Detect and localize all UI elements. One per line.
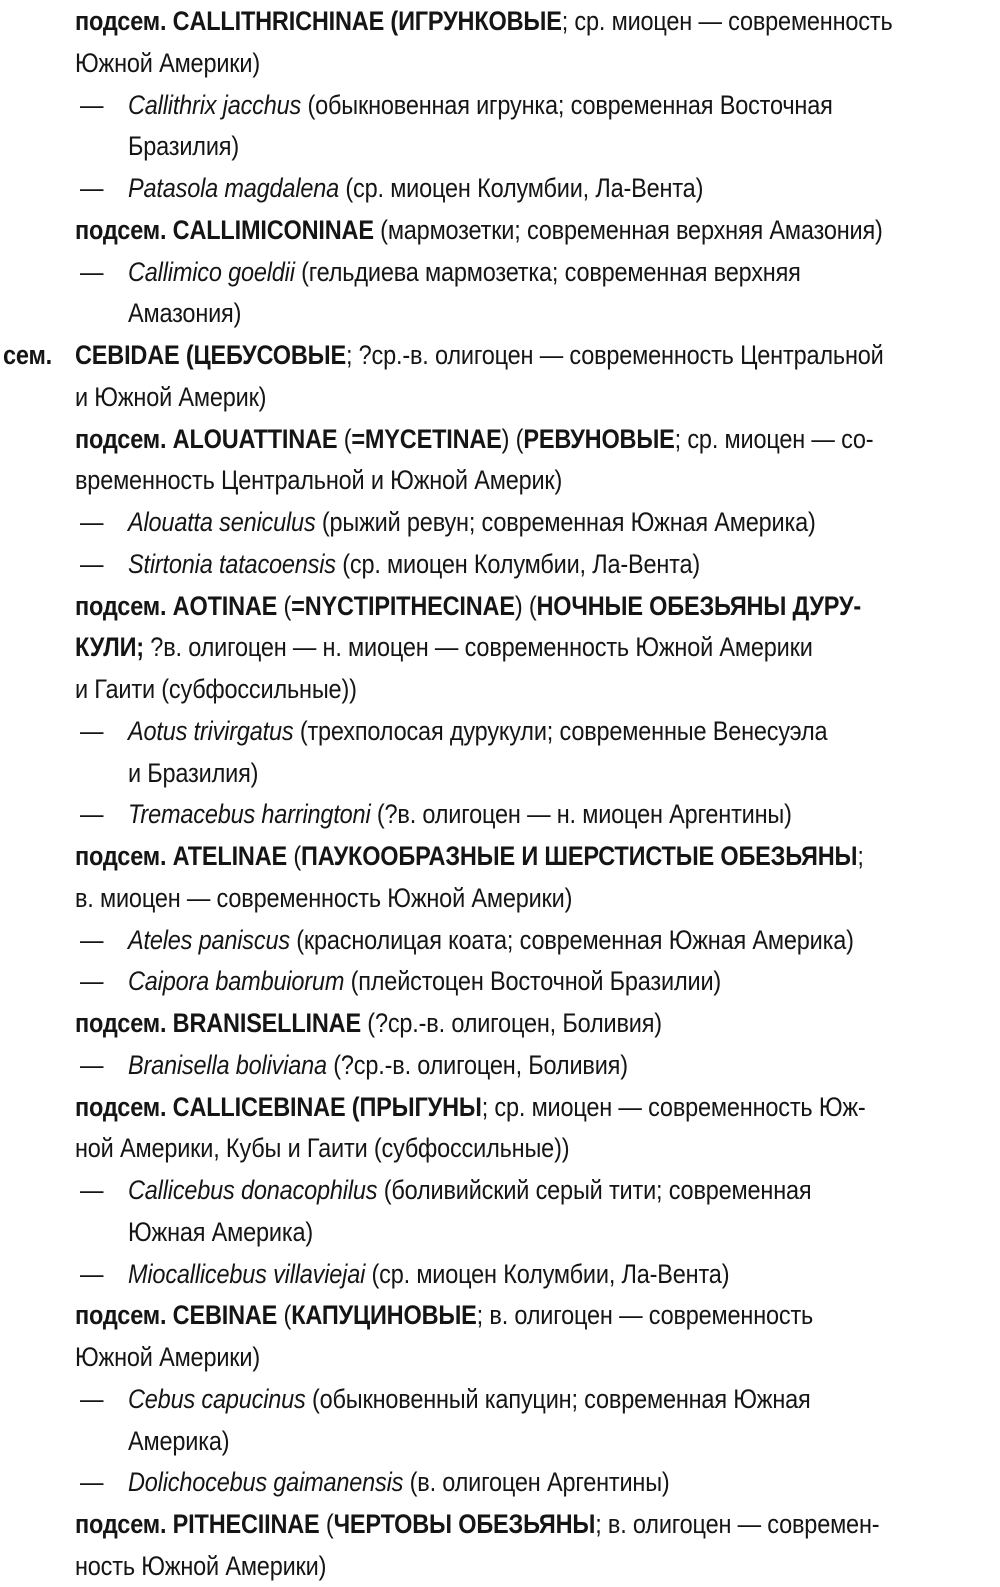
- taxon-name: CEBIDAE (ЦЕБУСОВЫЕ: [74, 340, 346, 370]
- entry-text: [75, 459, 562, 501]
- entry-note: (ср. миоцен Колумбии, Ла-Вента): [339, 173, 704, 203]
- entry-text: [128, 543, 700, 585]
- entry-note: (ср. миоцен Колумбии, Ла-Вента): [335, 548, 701, 579]
- subfamily-heading: [0, 1002, 870, 1044]
- entry-text: [75, 334, 884, 376]
- entry-note: (рыжий ревун; современная Южная Америка): [315, 507, 816, 537]
- species-entry: [0, 251, 870, 293]
- entry-dash: —: [79, 507, 104, 537]
- entry-text: [128, 251, 801, 293]
- entry-note: Америка): [127, 1425, 230, 1456]
- entry-note: ; ?ср.-в. олигоцен — современность Центральной: [345, 340, 884, 370]
- entry-continuation: [0, 626, 870, 668]
- entry-note: (: [319, 1509, 334, 1539]
- entry-text: [75, 376, 266, 418]
- subfamily-heading: [0, 1086, 870, 1128]
- entry-note: ; ср. миоцен — современность Юж-: [481, 1091, 866, 1122]
- entry-text: [128, 1211, 313, 1253]
- entry-note: Южной Америки): [74, 47, 260, 78]
- entry-note: ; в. олигоцен — современность: [476, 1300, 814, 1331]
- entry-text: [75, 585, 861, 627]
- subfamily-heading: [0, 0, 893, 42]
- entry-note: (плейстоцен Восточной Бразилии): [344, 966, 722, 997]
- entry-continuation: [0, 292, 870, 334]
- entry-dash: —: [79, 256, 104, 287]
- entry-text: [75, 1503, 879, 1545]
- species-entry: [0, 960, 870, 1002]
- species-name: Callimico goeldii: [127, 256, 295, 287]
- entry-text: [128, 1169, 811, 1211]
- taxon-name: подсем. PITHECIINAE: [74, 1509, 320, 1539]
- entry-text: [75, 626, 813, 668]
- taxon-name: КУЛИ;: [74, 632, 144, 663]
- entry-note: (в. олигоцен Аргентины): [403, 1467, 670, 1498]
- entry-note: Бразилия): [127, 131, 239, 162]
- entry-dash: —: [79, 548, 104, 579]
- entry-text: [128, 793, 792, 835]
- entry-text: [128, 1253, 729, 1295]
- taxon-name: подсем. CEBINAE: [74, 1300, 278, 1331]
- species-name: Cebus capucinus: [127, 1383, 306, 1414]
- entry-text: [128, 501, 816, 543]
- taxon-name: подсем. CALLICEBINAE (: [74, 1091, 360, 1122]
- entry-continuation: [0, 125, 870, 167]
- species-name: Stirtonia tatacoensis: [127, 548, 336, 579]
- entry-note: (?в. олигоцен — н. миоцен Аргентины): [370, 799, 792, 830]
- species-name: Caipora bambuiorum: [127, 966, 345, 997]
- subfamily-heading: [0, 1503, 880, 1545]
- species-entry: [0, 1378, 870, 1420]
- family-label: сем.: [2, 340, 53, 370]
- entry-note: ?в. олигоцен — н. миоцен — современность Южной Америки: [143, 632, 813, 663]
- entry-note: (мармозетки; современная верхняя Амазония): [373, 214, 883, 245]
- species-name: Ateles paniscus: [127, 924, 290, 955]
- species-name: Miocallicebus villaviejai: [127, 1258, 366, 1289]
- entry-note: (?ср.-в. олигоцен, Боливия): [360, 1008, 662, 1038]
- entry-text: [75, 668, 357, 710]
- entry-dash: —: [79, 715, 104, 746]
- species-name: Aotus trivirgatus: [127, 715, 294, 746]
- species-entry: [0, 710, 870, 752]
- entry-note: временность Центральной и Южной Америк): [74, 465, 563, 496]
- taxon-name: =NYCTIPITHECINAE: [291, 590, 515, 621]
- entry-note: Южной Америки): [74, 1342, 260, 1372]
- entry-continuation: [0, 376, 870, 418]
- entry-note: ной Америки, Кубы и Гаити (субфоссильные)): [74, 1133, 570, 1164]
- species-entry: [0, 501, 870, 543]
- entry-note: (?ср.-в. олигоцен, Боливия): [326, 1049, 628, 1080]
- entry-continuation: [0, 459, 870, 501]
- taxon-name: подсем. AOTINAE: [74, 590, 278, 621]
- entry-note: (боливийский серый тити; современная: [377, 1175, 812, 1205]
- entry-continuation: [0, 1127, 870, 1169]
- entry-note: ; ср. миоцен — со-: [674, 423, 874, 454]
- entry-note: ;: [857, 841, 864, 871]
- taxon-name: ИГРУНКОВЫЕ: [398, 6, 562, 36]
- entry-note: и Гаити (субфоссильные)): [74, 674, 357, 704]
- entry-text: [75, 1086, 866, 1128]
- species-entry: [0, 543, 870, 585]
- entry-continuation: [0, 1211, 870, 1253]
- entry-note: ; в. олигоцен — современ-: [595, 1509, 880, 1539]
- entry-text: [128, 752, 258, 794]
- species-name: Dolichocebus gaimanensis: [127, 1467, 404, 1498]
- entry-note: Амазония): [127, 298, 242, 329]
- taxon-name: НОЧНЫЕ ОБЕЗЬЯНЫ ДУРУ-: [536, 590, 862, 621]
- entry-note: и Южной Америк): [74, 381, 267, 412]
- species-name: Callicebus donacophilus: [127, 1175, 378, 1205]
- entry-note: (: [277, 1300, 292, 1331]
- entry-note: (краснолицая коата; современная Южная Америка): [289, 924, 854, 955]
- entry-note: ность Южной Америки): [74, 1550, 327, 1581]
- species-name: Alouatta seniculus: [127, 507, 316, 537]
- entry-note: (ср. миоцен Колумбии, Ла-Вента): [365, 1258, 730, 1289]
- family-heading: [0, 334, 884, 376]
- taxon-name: подсем. ALOUATTINAE: [74, 423, 338, 454]
- entry-dash: —: [79, 89, 104, 120]
- species-entry: [0, 167, 870, 209]
- species-name: Tremacebus harringtoni: [127, 799, 371, 830]
- entry-text: [128, 1461, 670, 1503]
- entry-dash: —: [79, 966, 104, 997]
- species-entry: [0, 1044, 870, 1086]
- entry-note: (гельдиева мармозетка; современная верхняя: [294, 256, 801, 287]
- species-entry: [0, 919, 870, 961]
- subfamily-heading: [0, 835, 870, 877]
- entry-text: [128, 1378, 811, 1420]
- entry-continuation: [0, 1336, 870, 1378]
- entry-text: [128, 710, 827, 752]
- entry-text: [75, 0, 893, 42]
- entry-text: [75, 418, 873, 460]
- entry-dash: —: [79, 799, 104, 830]
- taxon-name: ПАУКООБРАЗНЫЕ И ШЕРСТИСТЫЕ ОБЕЗЬЯНЫ: [301, 841, 858, 871]
- entry-continuation: [0, 1420, 870, 1462]
- entry-note: (: [277, 590, 292, 621]
- entry-note: (обыкновенный капуцин; современная Южная: [305, 1383, 811, 1414]
- entry-text: [75, 1294, 813, 1336]
- species-entry: [0, 1253, 870, 1295]
- taxon-name: подсем. BRANISELLINAE: [74, 1008, 361, 1038]
- species-name: Branisella boliviana: [127, 1049, 327, 1080]
- entry-note: ) (: [514, 590, 537, 621]
- taxon-name: подсем. CALLIMICONINAE: [74, 214, 374, 245]
- entry-note: (: [287, 841, 302, 871]
- subfamily-heading: [0, 1294, 870, 1336]
- entry-note: Южная Америка): [127, 1216, 314, 1247]
- entry-text: [128, 84, 833, 126]
- entry-note: и Бразилия): [127, 757, 259, 788]
- entry-dash: —: [79, 1258, 104, 1289]
- entry-continuation: [0, 877, 870, 919]
- subfamily-heading: [0, 418, 874, 460]
- entry-dash: —: [79, 1467, 104, 1498]
- entry-text: [75, 877, 572, 919]
- entry-dash: —: [79, 924, 104, 955]
- entry-text: [128, 919, 854, 961]
- entry-text: [128, 292, 241, 334]
- entry-note: в. миоцен — современность Южной Америки): [74, 882, 573, 913]
- species-entry: [0, 793, 870, 835]
- species-name: Patasola magdalena: [127, 173, 340, 203]
- entry-dash: —: [79, 1175, 104, 1205]
- entry-continuation: [0, 668, 870, 710]
- species-entry: [0, 1461, 870, 1503]
- taxon-name: =MYCETINAE: [351, 423, 502, 454]
- entry-note: (обыкновенная игрунка; современная Восточная: [301, 89, 833, 120]
- entry-note: (: [337, 423, 352, 454]
- entry-dash: —: [79, 1383, 104, 1414]
- entry-note: ; ср. миоцен — современность: [561, 6, 893, 36]
- entry-dash: —: [79, 1049, 104, 1080]
- taxon-name: подсем. ATELINAE: [74, 841, 288, 871]
- entry-text: [75, 209, 883, 251]
- entry-text: [75, 42, 260, 84]
- entry-text: [75, 835, 864, 877]
- entry-note: (трехполосая дурукули; современные Венесуэла: [293, 715, 828, 746]
- entry-text: [75, 1002, 662, 1044]
- species-name: Callithrix jacchus: [127, 89, 302, 120]
- entry-continuation: [0, 752, 870, 794]
- entry-continuation: [0, 42, 870, 84]
- entry-text: [128, 167, 703, 209]
- entry-text: [128, 1044, 628, 1086]
- entry-note: ) (: [501, 423, 524, 454]
- entry-text: [128, 125, 239, 167]
- entry-text: [128, 960, 721, 1002]
- entry-text: [75, 1336, 260, 1378]
- subfamily-heading: [0, 209, 883, 251]
- species-entry: [0, 84, 870, 126]
- taxon-name: подсем. CALLITHRICHINAE (: [74, 6, 399, 36]
- taxon-name: ПРЫГУНЫ: [359, 1091, 482, 1122]
- taxon-name: КАПУЦИНОВЫЕ: [291, 1300, 477, 1331]
- entry-text: [75, 1127, 569, 1169]
- subfamily-heading: [0, 585, 870, 627]
- taxon-name: РЕВУНОВЫЕ: [523, 423, 675, 454]
- entry-text: [128, 1420, 229, 1462]
- entry-dash: —: [79, 173, 104, 203]
- species-entry: [0, 1169, 870, 1211]
- taxon-name: ЧЕРТОВЫ ОБЕЗЬЯНЫ: [333, 1509, 596, 1539]
